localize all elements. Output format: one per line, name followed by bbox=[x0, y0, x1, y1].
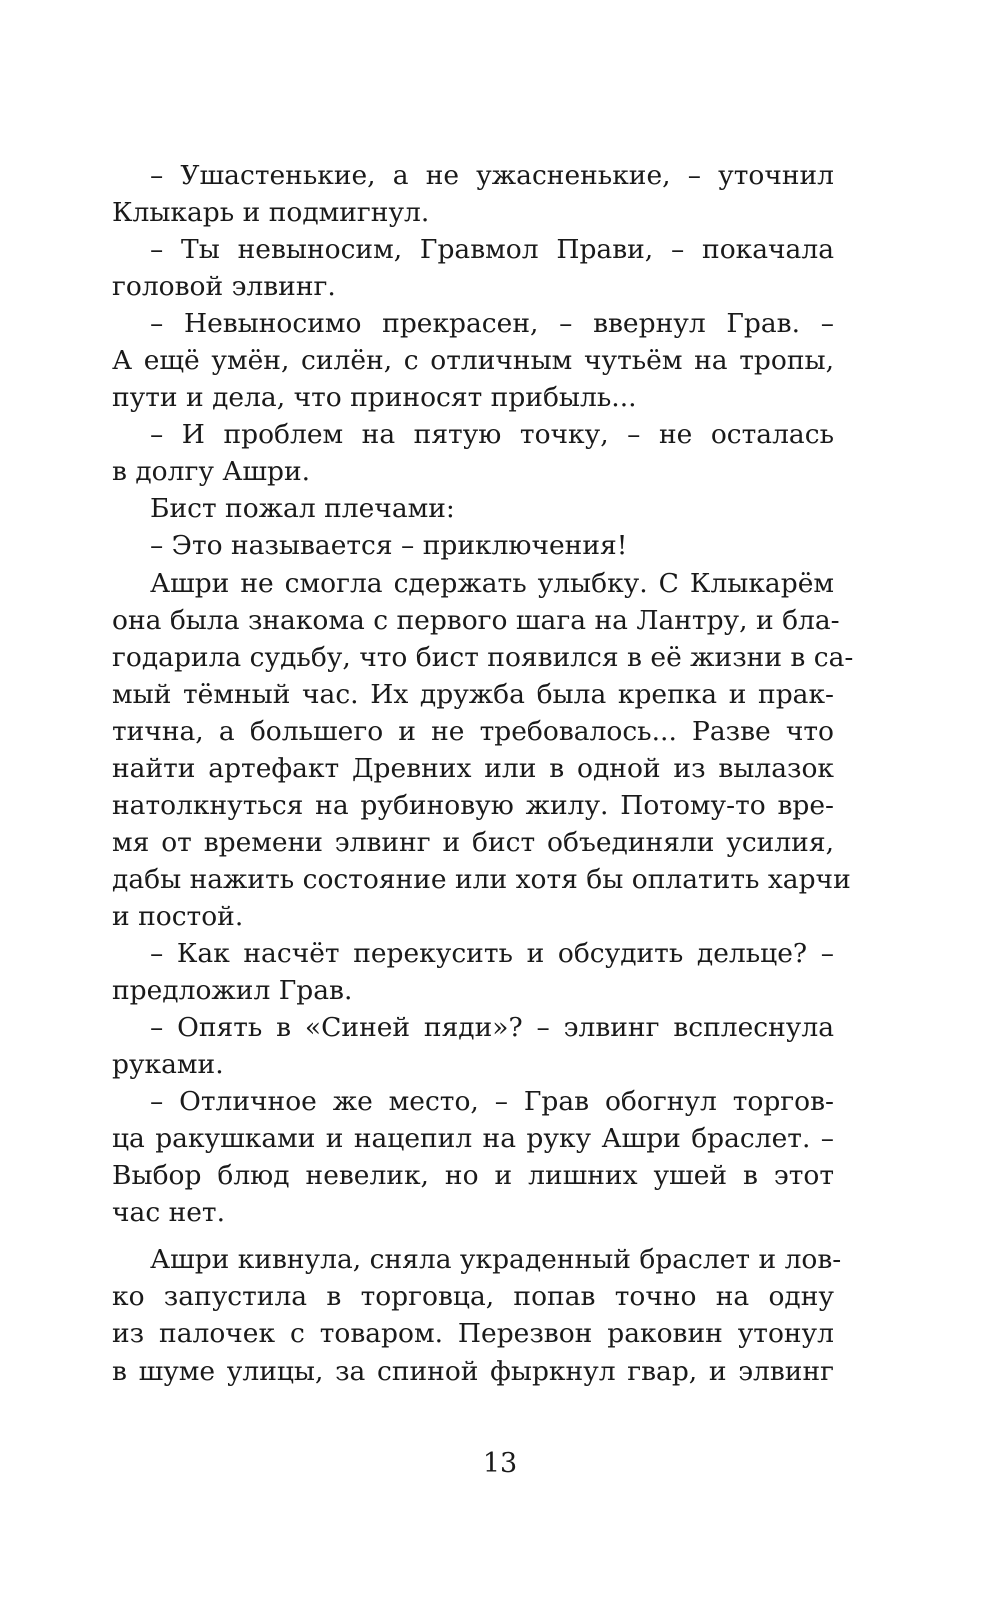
text-line: Выбор блюд невелик, но и лишних ушей в этот bbox=[112, 1160, 834, 1192]
text-line: – И проблем на пятую точку, – не осталась bbox=[150, 419, 834, 451]
text-line: – Это называется – приключения! bbox=[150, 530, 628, 562]
text-line: предложил Грав. bbox=[112, 975, 353, 1007]
text-line: – Невыносимо прекрасен, – ввернул Грав. – bbox=[150, 308, 834, 340]
text-line: – Как насчёт перекусить и обсудить дельце? – bbox=[150, 937, 834, 969]
text-line: А ещё умён, силён, с отличным чутьём на тропы, bbox=[112, 345, 834, 377]
body-text bbox=[112, 157, 854, 1390]
text-line: Клыкарь и подмигнул. bbox=[112, 197, 430, 229]
text-line: пути и дела, что приносят прибыль... bbox=[112, 382, 637, 414]
text-line: руками. bbox=[112, 1049, 224, 1081]
text-line: и постой. bbox=[112, 900, 244, 932]
page-number: 13 bbox=[482, 1448, 518, 1479]
text-line: в долгу Ашри. bbox=[112, 456, 311, 488]
text-line: мый тёмный час. Их дружба была крепка и прак- bbox=[112, 678, 834, 710]
text-line: годарила судьбу, что бист появился в её жизни в са- bbox=[112, 641, 854, 673]
text-line: натолкнуться на рубиновую жилу. Потому-то вре- bbox=[112, 789, 834, 821]
text-line: из палочек с товаром. Перезвон раковин утонул bbox=[112, 1318, 834, 1350]
text-line: ца ракушками и нацепил на руку Ашри браслет. – bbox=[112, 1123, 834, 1155]
text-line: ко запустила в торговца, попав точно на одну bbox=[112, 1281, 834, 1313]
text-line: – Опять в «Синей пяди»? – элвинг всплеснула bbox=[150, 1012, 834, 1044]
text-line: Ашри не смогла сдержать улыбку. С Клыкарём bbox=[150, 567, 834, 599]
text-line: она была знакома с первого шага на Лантру, и бла- bbox=[112, 604, 840, 636]
text-line: час нет. bbox=[112, 1197, 226, 1229]
text-line: в шуме улицы, за спиной фыркнул гвар, и элвинг bbox=[112, 1355, 834, 1387]
text-line: Бист пожал плечами: bbox=[150, 493, 455, 525]
text-line: тична, а большего и не требовалось... Разве что bbox=[112, 715, 834, 747]
text-line: – Ушастенькие, а не ужасненькие, – уточнил bbox=[150, 160, 834, 191]
text-line: – Ты невыносим, Гравмол Прави, – покачала bbox=[150, 234, 834, 266]
text-line: дабы нажить состояние или хотя бы оплатить харчи bbox=[112, 863, 851, 895]
text-line: найти артефакт Древних или в одной из вылазок bbox=[112, 752, 834, 784]
text-line: головой элвинг. bbox=[112, 271, 336, 303]
text-line: мя от времени элвинг и бист объединяли усилия, bbox=[112, 826, 834, 858]
text-line: – Отличное же место, – Грав обогнул торгов- bbox=[150, 1086, 834, 1118]
text-line: Ашри кивнула, сняла украденный браслет и лов- bbox=[150, 1244, 842, 1276]
